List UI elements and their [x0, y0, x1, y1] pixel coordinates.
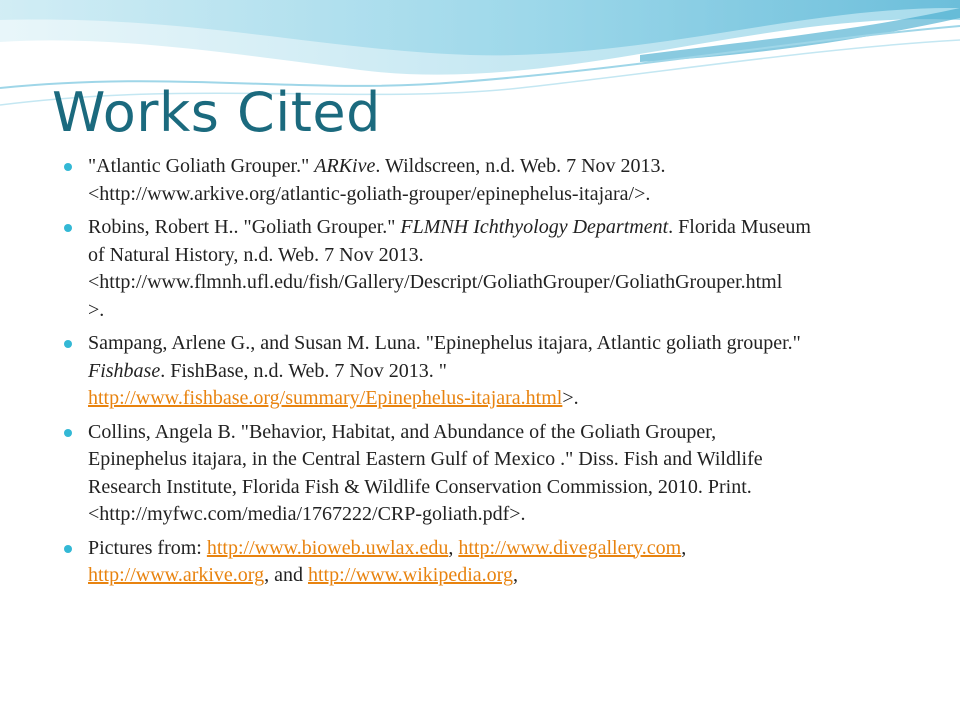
wikipedia-link[interactable]: http://www.wikipedia.org [307, 564, 513, 586]
bullet-icon [64, 429, 72, 437]
reference-line: Research Institute, Florida Fish & Wildlife Conservation Commission, 2010. Print. [88, 475, 752, 498]
reference-line [88, 214, 910, 242]
bullet-icon [64, 340, 72, 348]
reference-text: "Atlantic Goliath Grouper." [88, 155, 315, 177]
reference-line: Epinephelus itajara, in the Central Eastern Gulf of Mexico ." Diss. Fish and Wildlife [88, 448, 763, 470]
reference-text: Robins, Robert H.. "Goliath Grouper." [88, 216, 401, 238]
source-title: ARKive [314, 155, 376, 177]
slide-title: Works Cited [52, 81, 381, 144]
reference-line: >. [88, 298, 105, 321]
reference-text: . Wildscreen, n.d. Web. 7 Nov 2013. [375, 155, 666, 177]
reference-item [60, 214, 910, 324]
reference-item [60, 330, 910, 413]
reference-text: , and [264, 564, 308, 586]
works-cited-list [60, 153, 910, 596]
bioweb-link[interactable]: http://www.bioweb.uwlax.edu [206, 536, 449, 559]
arkive-link[interactable]: http://www.arkive.org [88, 564, 265, 586]
reference-text: , [512, 564, 518, 586]
reference-line [88, 153, 910, 181]
bullet-icon [64, 224, 72, 232]
reference-item [60, 535, 910, 590]
reference-line [88, 358, 910, 386]
reference-text: Pictures from: [88, 536, 207, 559]
reference-line: <http://www.arkive.org/atlantic-goliath-grouper/epinephelus-itajara/>. [88, 182, 651, 205]
bullet-icon [64, 545, 72, 553]
divegallery-link[interactable]: http://www.divegallery.com [458, 536, 682, 559]
reference-text: , [448, 536, 459, 559]
reference-text: >. [562, 387, 579, 409]
source-title: FLMNH Ichthyology Department [400, 216, 669, 238]
reference-text: . Florida Museum [668, 216, 811, 238]
fishbase-link[interactable]: http://www.fishbase.org/summary/Epinephelus-itajara.html [88, 387, 563, 409]
reference-item [60, 153, 910, 208]
reference-line: Collins, Angela B. "Behavior, Habitat, and Abundance of the Goliath Grouper, [88, 420, 717, 443]
reference-line: Sampang, Arlene G., and Susan M. Luna. "Epinephelus itajara, Atlantic goliath grouper." [88, 332, 801, 354]
reference-line [88, 562, 910, 590]
reference-line: <http://myfwc.com/media/1767222/CRP-goliath.pdf>. [88, 503, 526, 525]
bullet-icon [64, 163, 72, 171]
reference-line [88, 535, 910, 563]
reference-line: <http://www.flmnh.ufl.edu/fish/Gallery/Descript/GoliathGrouper/GoliathGrouper.html [88, 271, 783, 293]
reference-line [88, 385, 910, 413]
source-title: Fishbase [88, 359, 161, 382]
reference-item [60, 419, 910, 529]
reference-text: . FishBase, n.d. Web. 7 Nov 2013. " [160, 359, 447, 382]
reference-text: , [681, 536, 687, 559]
reference-line: of Natural History, n.d. Web. 7 Nov 2013. [88, 243, 424, 266]
